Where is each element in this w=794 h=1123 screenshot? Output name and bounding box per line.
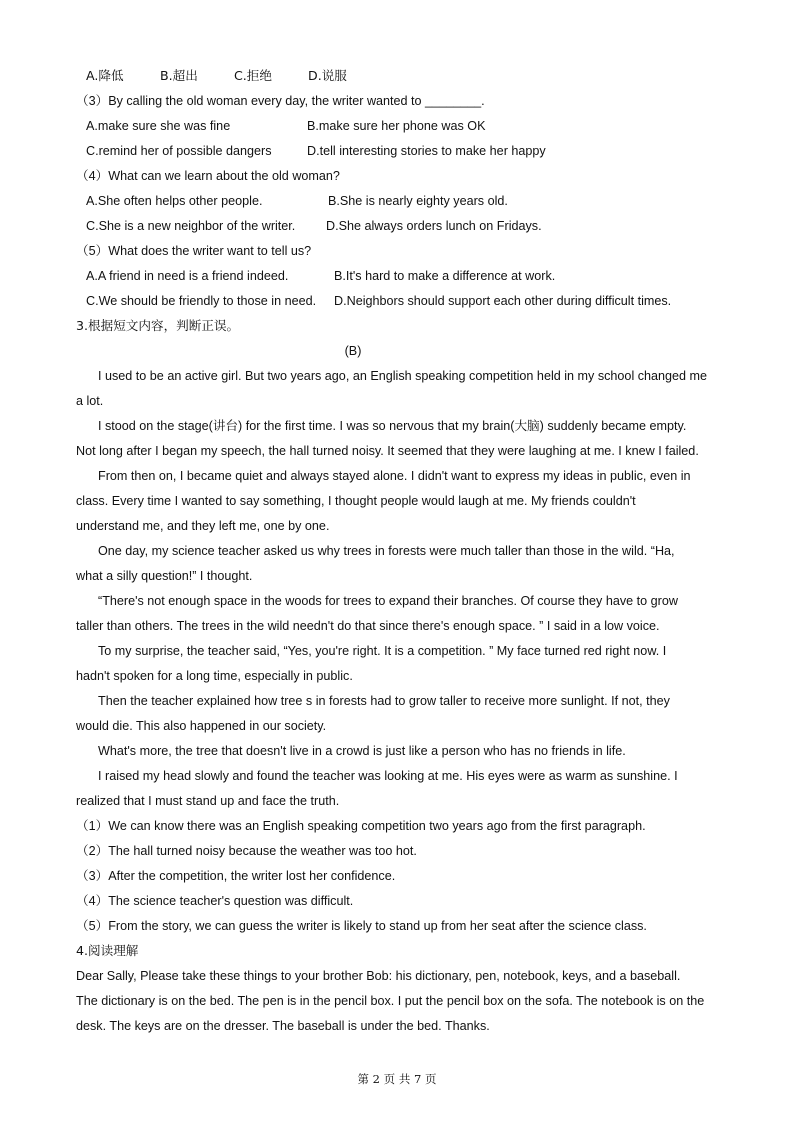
q4-option-b: B.She is nearly eighty years old.: [328, 194, 508, 208]
q2-option-a: A.降低: [86, 68, 124, 83]
q2-option-b: B.超出: [160, 68, 198, 83]
q4-option-c: C.She is a new neighbor of the writer.: [86, 219, 296, 233]
passage-line: What's more, the tree that doesn't live in a crowd is just like a person who has no friends in life.: [98, 744, 626, 758]
q2-option-d: D.说服: [308, 68, 347, 83]
statement-item: （4）The science teacher's question was difficult.: [76, 894, 354, 908]
passage-line: realized that I must stand up and face the truth.: [76, 794, 340, 808]
statement-item: （5）From the story, we can guess the writer is likely to stand up from her seat after the science class.: [76, 919, 647, 933]
letter-line: desk. The keys are on the dresser. The baseball is under the bed. Thanks.: [76, 1019, 490, 1033]
q5-option-b: B.It's hard to make a difference at work.: [334, 269, 556, 283]
section-4-heading: 4.阅读理解: [76, 943, 139, 958]
passage-line: “There's not enough space in the woods for trees to expand their branches. Of course they have to grow: [98, 594, 678, 608]
passage-line: I used to be an active girl. But two years ago, an English speaking competition held in my school changed me: [98, 369, 708, 383]
q3-option-d: D.tell interesting stories to make her happy: [307, 144, 546, 158]
q2-option-c: C.拒绝: [234, 68, 272, 83]
statement-item: （2）The hall turned noisy because the weather was too hot.: [76, 844, 417, 858]
passage-line: One day, my science teacher asked us why trees in forests were much taller than those in the wild. “Ha,: [98, 544, 675, 558]
passage-line: what a silly question!” I thought.: [76, 569, 253, 583]
q3-stem: （3）By calling the old woman every day, the writer wanted to ________.: [76, 94, 485, 108]
q5-option-c: C.We should be friendly to those in need.: [86, 294, 317, 308]
passage-line: From then on, I became quiet and always stayed alone. I didn't want to express my ideas in public, even in: [98, 469, 691, 483]
q5-stem: （5）What does the writer want to tell us?: [76, 244, 312, 258]
passage-line: understand me, and they left me, one by one.: [76, 519, 330, 533]
passage-line: Then the teacher explained how tree s in forests had to grow taller to receive more sunlight. If not, they: [98, 694, 670, 708]
passage-line: would die. This also happened in our society.: [76, 719, 327, 733]
section-3-heading: 3.根据短文内容，判断正误。: [76, 318, 240, 333]
q3-option-a: A.make sure she was fine: [86, 119, 231, 133]
q4-option-a: A.She often helps other people.: [86, 194, 263, 208]
passage-line: I stood on the stage(讲台) for the first time. I was so nervous that my brain(大脑) suddenly became empty.: [98, 419, 687, 433]
passage-line: hadn't spoken for a long time, especially in public.: [76, 669, 353, 683]
letter-line: The dictionary is on the bed. The pen is in the pencil box. I put the pencil box on the sofa. The notebook is on the: [76, 994, 705, 1008]
q3-option-b: B.make sure her phone was OK: [307, 119, 486, 133]
passage-line: I raised my head slowly and found the teacher was looking at me. His eyes were as warm as sunshine. I: [98, 769, 678, 783]
q3-option-c: C.remind her of possible dangers: [86, 144, 272, 158]
q5-option-a: A.A friend in need is a friend indeed.: [86, 269, 289, 283]
q5-option-d: D.Neighbors should support each other during difficult times.: [334, 294, 672, 308]
passage-label: (B): [344, 344, 362, 358]
page-footer: 第 2 页 共 7 页: [357, 1072, 437, 1086]
statement-item: （3）After the competition, the writer lost her confidence.: [76, 869, 396, 883]
passage-line: Not long after I began my speech, the hall turned noisy. It seemed that they were laughing at me. I knew I failed.: [76, 444, 699, 458]
statement-item: （1）We can know there was an English speaking competition two years ago from the first paragraph.: [76, 819, 646, 833]
q4-stem: （4）What can we learn about the old woman?: [76, 169, 340, 183]
passage-line: a lot.: [76, 394, 104, 408]
passage-line: taller than others. The trees in the wild needn't do that since there's enough space. ” I said in a low voice.: [76, 619, 660, 633]
q4-option-d: D.She always orders lunch on Fridays.: [326, 219, 542, 233]
passage-line: To my surprise, the teacher said, “Yes, you're right. It is a competition. ” My face turned red right now. I: [98, 644, 667, 658]
passage-line: class. Every time I wanted to say something, I thought people would laugh at me. My friends couldn't: [76, 494, 636, 508]
letter-line: Dear Sally, Please take these things to your brother Bob: his dictionary, pen, notebook, keys, and a baseball.: [76, 969, 681, 983]
